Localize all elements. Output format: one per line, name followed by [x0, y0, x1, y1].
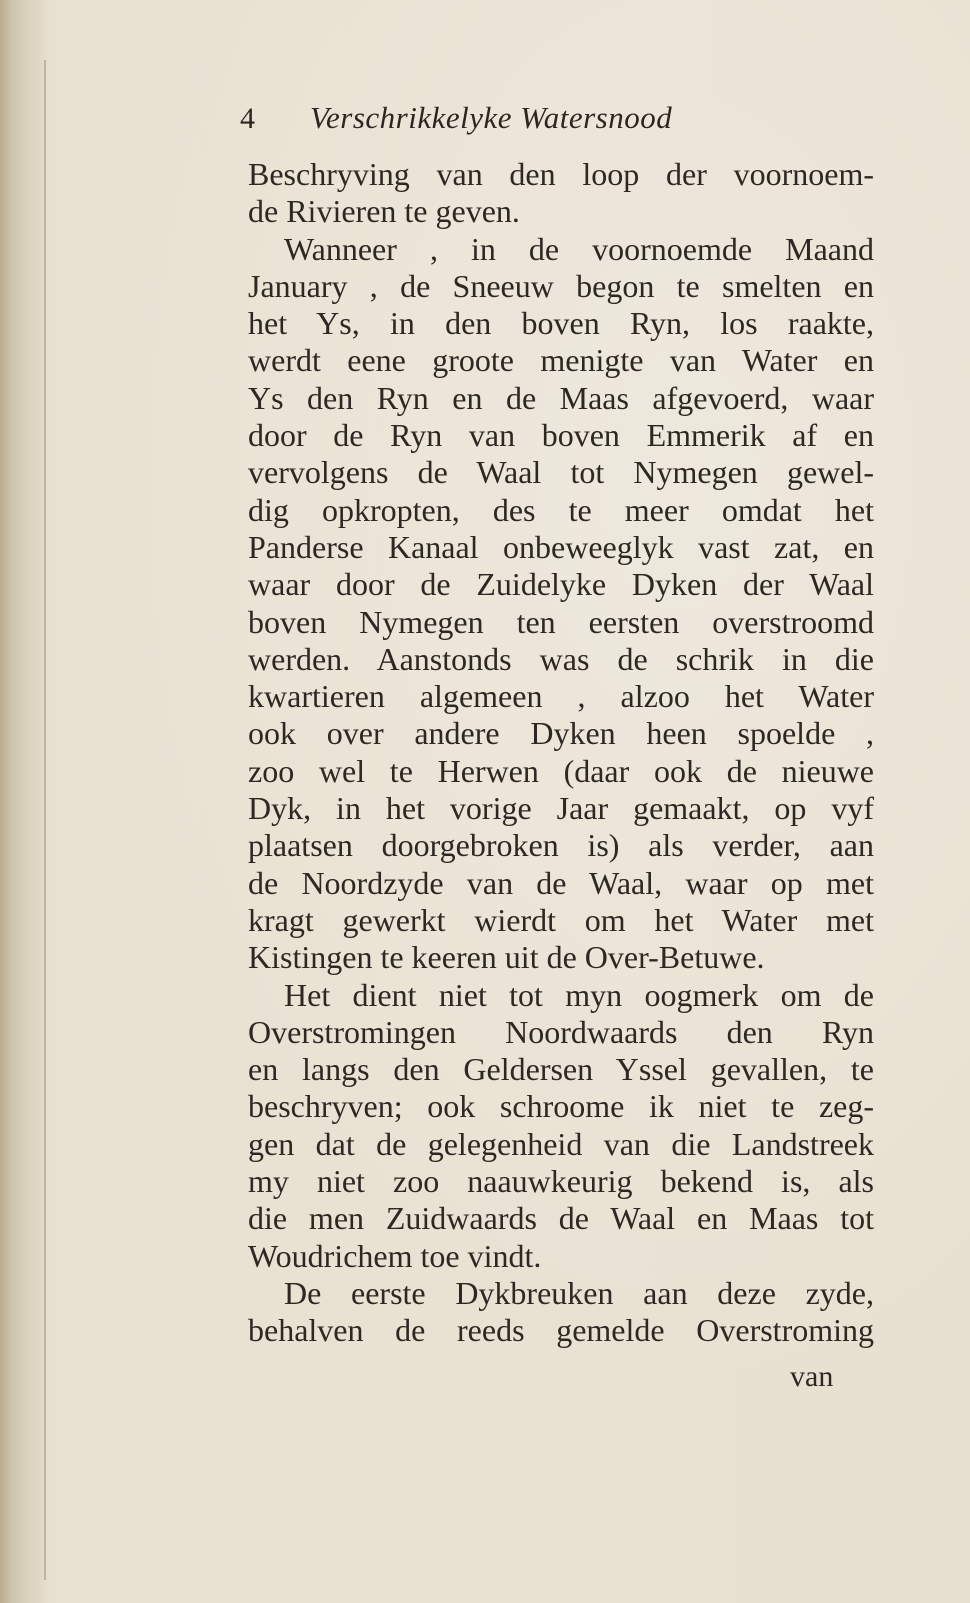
text-line: my niet zoo naauwkeurig bekend is, als: [248, 1163, 874, 1200]
text-line: werden. Aanstonds was de schrik in die: [248, 640, 874, 677]
text-line: dig opkropten, des te meer omdat het: [248, 491, 874, 528]
text-line: de Rivieren te geven.: [248, 193, 520, 230]
text-line: Beschryving van den loop der voornoem-: [248, 156, 874, 192]
page-gutter: [0, 0, 48, 1603]
text-line: Overstromingen Noordwaards den Ryn: [248, 1013, 874, 1050]
text-line: boven Nymegen ten eersten overstroomd: [248, 603, 874, 640]
page-number: 4: [240, 102, 255, 135]
text-line: January , de Sneeuw begon te smelten en: [248, 267, 874, 304]
text-line: behalven de reeds gemelde Overstroming: [248, 1312, 874, 1349]
text-line: ook over andere Dyken heen spoelde ,: [248, 715, 874, 752]
text-line: Panderse Kanaal onbeweeglyk vast zat, en: [248, 528, 874, 565]
text-line: De eerste Dykbreuken aan deze zyde,: [284, 1274, 874, 1311]
text-line: Ys den Ryn en de Maas afgevoerd, waar: [248, 379, 874, 416]
text-line: werdt eene groote menigte van Water en: [248, 342, 874, 379]
binding-edge: [44, 60, 46, 1580]
running-head: [240, 100, 860, 144]
text-line: Wanneer , in de voornoemde Maand: [284, 230, 874, 267]
text-line: kwartieren algemeen , alzoo het Water: [248, 678, 874, 715]
text-line: door de Ryn van boven Emmerik af en: [248, 417, 874, 454]
text-line: zoo wel te Herwen (daar ook de nieuwe: [248, 752, 874, 789]
body-text: [248, 156, 874, 1350]
text-line: gen dat de gelegenheid van die Landstreek: [248, 1125, 874, 1162]
text-line: en langs den Geldersen Yssel gevallen, te: [248, 1051, 874, 1088]
running-title: Verschrikkelyke Watersnood: [310, 100, 673, 135]
text-line: die men Zuidwaards de Waal en Maas tot: [248, 1200, 874, 1237]
text-line: het Ys, in den boven Ryn, los raakte,: [248, 305, 874, 342]
text-line: Dyk, in het vorige Jaar gemaakt, op vyf: [248, 790, 874, 827]
text-line: beschryven; ook schroome ik niet te zeg-: [248, 1088, 874, 1125]
catchword: van: [790, 1360, 834, 1393]
text-line: plaatsen doorgebroken is) als verder, aan: [248, 827, 874, 864]
text-line: kragt gewerkt wierdt om het Water met: [248, 901, 874, 938]
text-line: Woudrichem toe vindt.: [248, 1237, 542, 1274]
text-line: Het dient niet tot myn oogmerk om de: [284, 976, 874, 1013]
text-line: Kistingen te keeren uit de Over-Betuwe.: [248, 939, 765, 976]
text-line: waar door de Zuidelyke Dyken der Waal: [248, 566, 874, 603]
text-line: de Noordzyde van de Waal, waar op met: [248, 864, 874, 901]
text-line: vervolgens de Waal tot Nymegen gewel-: [248, 454, 874, 491]
